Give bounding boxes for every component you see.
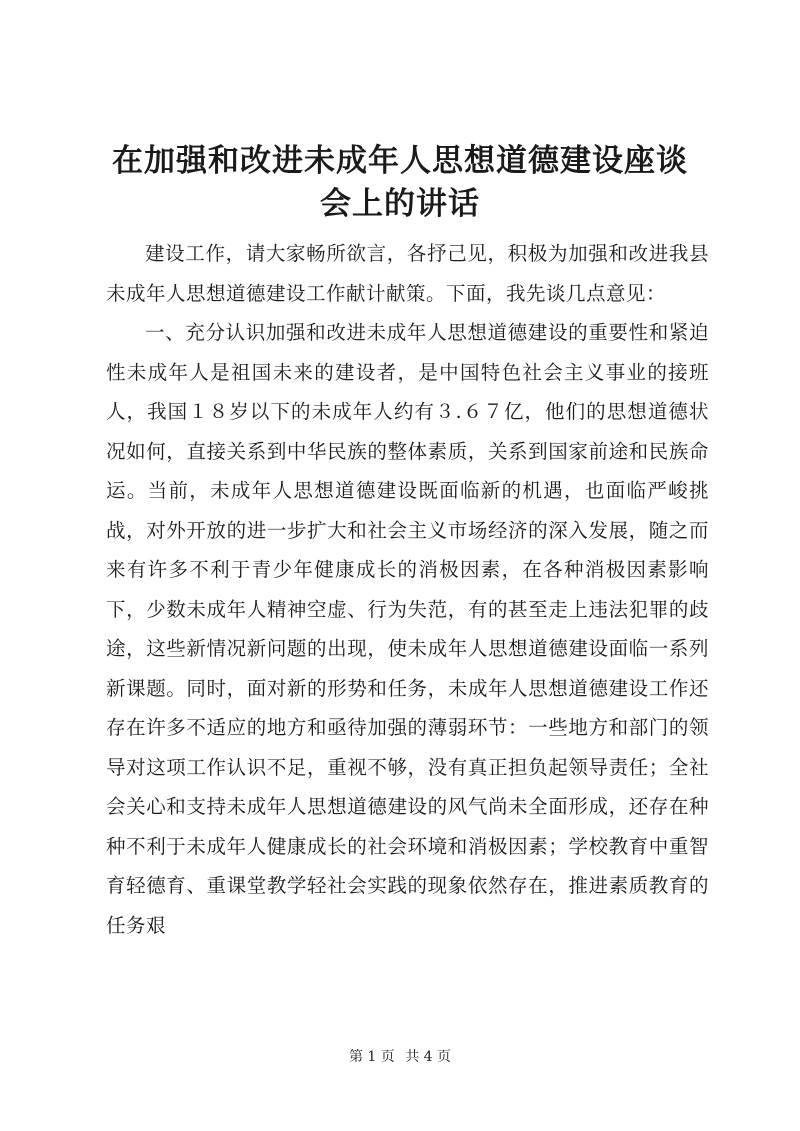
paragraph: 建设工作，请大家畅所欲言，各抒己见，积极为加强和改进我县未成年人思想道德建设工作献计献策。下面，我先谈几点意见： — [106, 242, 709, 305]
document-body — [106, 234, 709, 945]
paragraph: 一、充分认识加强和改进未成年人思想道德建设的重要性和紧迫性未成年人是祖国未来的建设者，是中国特色社会主义事业的接班人，我国１８岁以下的未成年人约有３.６７亿，他们的思想道德状况如何，直接关系到中华民族的整体素质，关系到国家前途和民族命运。当前，未成年人思想道德建设既面临新的机遇，也面临严峻挑战，对外开放的进一步扩大和社会主义市场经济的深入发展，随之而来有许多不利于青少年健康成长的消极因素，在各种消极因素影响下，少数未成年人精神空虚、行为失范，有的甚至走上违法犯罪的歧途，这些新情况新问题的出现，使未成年人思想道德建设面临一系列新课题。同时，面对新的形势和任务，未成年人思想道德建设工作还存在许多不适应的地方和亟待加强的薄弱环节：一些地方和部门的领导对这项工作认识不足，重视不够，没有真正担负起领导责任；全社会关心和支持未成年人思想道德建设的风气尚未全面形成，还存在种种不利于未成年人健康成长的社会环境和消极因素；学校教育中重智育轻德育、重课堂教学轻社会实践的现象依然存在，推进素质教育的任务艰 — [106, 321, 709, 937]
document-title: 在加强和改进未成年人思想道德建设座谈会上的讲话 — [112, 143, 688, 222]
page-footer — [0, 1046, 800, 1066]
page-number: 第 1 页 — [348, 1049, 395, 1065]
page-total: 共 4 页 — [405, 1049, 452, 1065]
